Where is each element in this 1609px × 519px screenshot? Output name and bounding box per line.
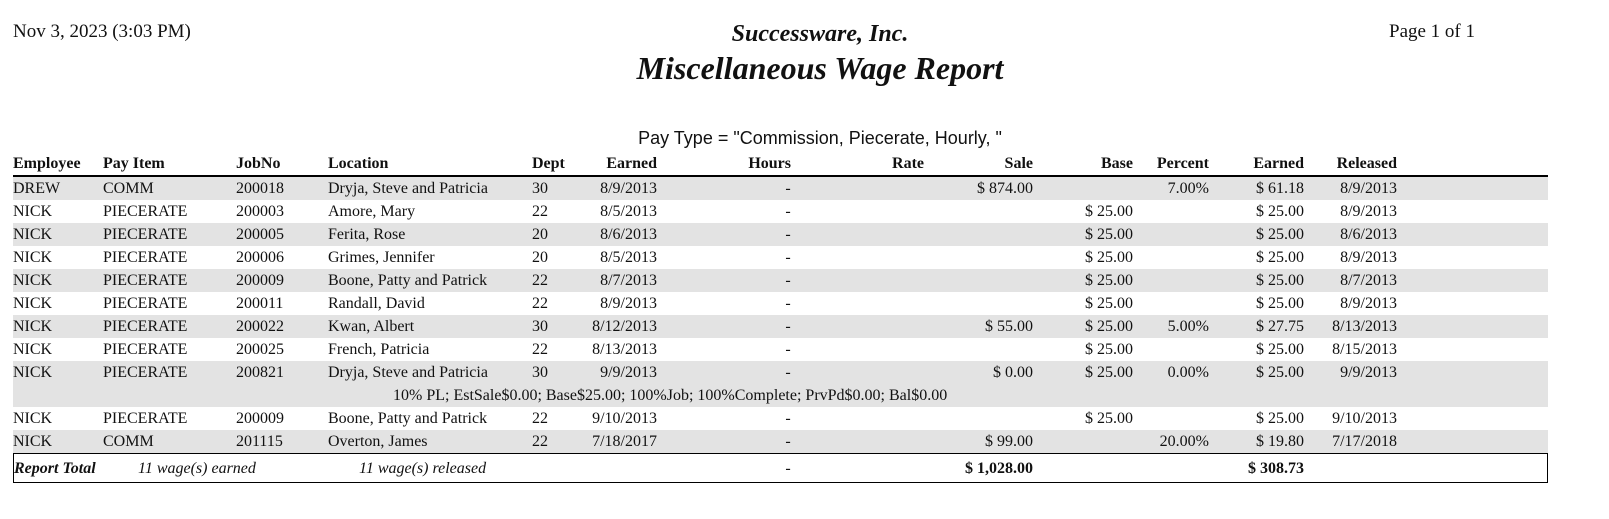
col-location: Location bbox=[328, 155, 389, 172]
cell-earned-amount: $ 25.00 bbox=[1256, 272, 1304, 289]
cell-sale: $ 874.00 bbox=[977, 180, 1033, 197]
cell-dept: 30 bbox=[532, 364, 548, 381]
cell-released: 8/9/2013 bbox=[1340, 203, 1397, 220]
cell-pay-item: PIECERATE bbox=[103, 272, 188, 289]
total-earned-amount: $ 308.73 bbox=[1248, 460, 1304, 477]
cell-base: $ 25.00 bbox=[1085, 341, 1133, 358]
cell-dept: 22 bbox=[532, 433, 548, 450]
cell-dept: 20 bbox=[532, 249, 548, 266]
cell-base: $ 25.00 bbox=[1085, 226, 1133, 243]
cell-sale: $ 55.00 bbox=[985, 318, 1033, 335]
total-sale: $ 1,028.00 bbox=[965, 460, 1033, 477]
cell-rate bbox=[843, 407, 924, 430]
cell-hours: - bbox=[785, 249, 791, 266]
cell-rate bbox=[843, 338, 924, 361]
cell-hours: - bbox=[785, 272, 791, 289]
cell-pay-item: PIECERATE bbox=[103, 226, 188, 243]
cell-earned-date: 8/5/2013 bbox=[600, 203, 657, 220]
report-title: Miscellaneous Wage Report bbox=[636, 50, 1004, 86]
cell-rate bbox=[843, 200, 924, 223]
cell-percent: 0.00% bbox=[1167, 364, 1209, 381]
cell-employee: NICK bbox=[13, 433, 53, 450]
col-released: Released bbox=[1336, 155, 1397, 172]
cell-base: $ 25.00 bbox=[1085, 272, 1133, 289]
table-row bbox=[13, 338, 1548, 361]
col-employee: Employee bbox=[13, 155, 81, 172]
cell-jobno: 200011 bbox=[236, 295, 284, 312]
cell-hours: - bbox=[785, 433, 791, 450]
total-released-count: 11 wage(s) released bbox=[359, 460, 487, 477]
cell-employee: NICK bbox=[13, 272, 53, 289]
cell-dept: 30 bbox=[532, 318, 548, 335]
cell-released: 9/9/2013 bbox=[1340, 364, 1397, 381]
cell-location: Boone, Patty and Patrick bbox=[328, 272, 488, 289]
col-base: Base bbox=[1101, 155, 1133, 172]
cell-earned-date: 9/9/2013 bbox=[600, 364, 657, 381]
cell-hours: - bbox=[785, 341, 791, 358]
cell-jobno: 200821 bbox=[236, 364, 284, 381]
cell-employee: NICK bbox=[13, 226, 53, 243]
cell-sale bbox=[933, 338, 1033, 361]
page-number: Page 1 of 1 bbox=[1389, 21, 1476, 42]
cell-base: $ 25.00 bbox=[1085, 295, 1133, 312]
cell-dept: 22 bbox=[532, 203, 548, 220]
cell-employee: NICK bbox=[13, 249, 53, 266]
cell-dept: 30 bbox=[532, 180, 548, 197]
cell-sale bbox=[933, 246, 1033, 269]
total-hours: - bbox=[785, 460, 791, 477]
cell-pay-item: PIECERATE bbox=[103, 364, 188, 381]
col-pay-item: Pay Item bbox=[103, 155, 165, 172]
cell-pay-item: PIECERATE bbox=[103, 203, 188, 220]
cell-sale bbox=[933, 200, 1033, 223]
cell-sale bbox=[933, 269, 1033, 292]
cell-rate bbox=[843, 269, 924, 292]
cell-earned-date: 8/6/2013 bbox=[600, 226, 657, 243]
cell-base: $ 25.00 bbox=[1085, 410, 1133, 427]
cell-hours: - bbox=[785, 203, 791, 220]
cell-rate bbox=[843, 315, 924, 338]
cell-released: 9/10/2013 bbox=[1332, 410, 1397, 427]
cell-earned-date: 8/5/2013 bbox=[600, 249, 657, 266]
cell-percent bbox=[1133, 269, 1209, 292]
cell-sale bbox=[933, 407, 1033, 430]
cell-pay-item: PIECERATE bbox=[103, 341, 188, 358]
cell-hours: - bbox=[785, 364, 791, 381]
cell-earned-date: 8/12/2013 bbox=[592, 318, 657, 335]
cell-employee: NICK bbox=[13, 203, 53, 220]
cell-rate bbox=[843, 246, 924, 269]
table-header bbox=[13, 152, 1548, 177]
cell-released: 7/17/2018 bbox=[1332, 433, 1397, 450]
cell-earned-amount: $ 61.18 bbox=[1256, 180, 1304, 197]
cell-dept: 22 bbox=[532, 410, 548, 427]
cell-released: 8/7/2013 bbox=[1340, 272, 1397, 289]
table-row bbox=[13, 177, 1548, 200]
cell-jobno: 201115 bbox=[236, 433, 283, 450]
cell-sale bbox=[933, 223, 1033, 246]
cell-rate bbox=[843, 223, 924, 246]
table-row bbox=[13, 246, 1548, 269]
col-earned-amount: Earned bbox=[1253, 155, 1304, 172]
pay-type-filter: Pay Type = "Commission, Piecerate, Hourly, " bbox=[638, 128, 1002, 148]
table-row bbox=[13, 361, 1548, 384]
cell-employee: NICK bbox=[13, 318, 53, 335]
cell-base: $ 25.00 bbox=[1085, 364, 1133, 381]
col-percent: Percent bbox=[1156, 155, 1209, 172]
cell-earned-date: 9/10/2013 bbox=[592, 410, 657, 427]
cell-location: Randall, David bbox=[328, 295, 425, 312]
table-row bbox=[13, 223, 1548, 246]
cell-rate bbox=[843, 361, 924, 384]
cell-pay-item: PIECERATE bbox=[103, 249, 188, 266]
cell-pay-item: PIECERATE bbox=[103, 295, 188, 312]
cell-percent: 5.00% bbox=[1167, 318, 1209, 335]
cell-earned-amount: $ 25.00 bbox=[1256, 410, 1304, 427]
cell-percent bbox=[1133, 246, 1209, 269]
cell-released: 8/6/2013 bbox=[1340, 226, 1397, 243]
cell-percent bbox=[1133, 407, 1209, 430]
cell-base bbox=[1033, 177, 1133, 200]
cell-jobno: 200018 bbox=[236, 180, 284, 197]
cell-hours: - bbox=[785, 318, 791, 335]
table-row bbox=[13, 269, 1548, 292]
cell-employee: DREW bbox=[13, 180, 61, 197]
col-jobno: JobNo bbox=[236, 155, 281, 172]
cell-jobno: 200009 bbox=[236, 410, 284, 427]
cell-earned-date: 8/13/2013 bbox=[592, 341, 657, 358]
cell-location: Kwan, Albert bbox=[328, 318, 415, 335]
cell-earned-date: 8/7/2013 bbox=[600, 272, 657, 289]
col-earned-date: Earned bbox=[606, 155, 657, 172]
cell-rate bbox=[843, 430, 924, 453]
total-earned-count: 11 wage(s) earned bbox=[138, 460, 256, 477]
cell-base: $ 25.00 bbox=[1085, 318, 1133, 335]
col-sale: Sale bbox=[1004, 155, 1033, 172]
cell-released: 8/15/2013 bbox=[1332, 341, 1397, 358]
col-hours: Hours bbox=[748, 155, 791, 172]
cell-sale: $ 99.00 bbox=[985, 433, 1033, 450]
print-date: Nov 3, 2023 (3:03 PM) bbox=[13, 21, 191, 42]
cell-location: Boone, Patty and Patrick bbox=[328, 410, 488, 427]
cell-jobno: 200025 bbox=[236, 341, 284, 358]
table-row bbox=[13, 315, 1548, 338]
table-row bbox=[13, 200, 1548, 223]
cell-base: $ 25.00 bbox=[1085, 203, 1133, 220]
cell-pay-item: PIECERATE bbox=[103, 410, 188, 427]
cell-dept: 20 bbox=[532, 226, 548, 243]
cell-sale bbox=[933, 292, 1033, 315]
cell-dept: 22 bbox=[532, 272, 548, 289]
cell-earned-amount: $ 19.80 bbox=[1256, 433, 1304, 450]
cell-jobno: 200022 bbox=[236, 318, 284, 335]
cell-hours: - bbox=[785, 226, 791, 243]
cell-released: 8/9/2013 bbox=[1340, 249, 1397, 266]
cell-earned-date: 8/9/2013 bbox=[600, 295, 657, 312]
cell-location: Ferita, Rose bbox=[328, 226, 406, 243]
col-dept: Dept bbox=[532, 155, 565, 172]
cell-location: Grimes, Jennifer bbox=[328, 249, 435, 266]
cell-released: 8/9/2013 bbox=[1340, 295, 1397, 312]
cell-earned-amount: $ 25.00 bbox=[1256, 364, 1304, 381]
cell-jobno: 200005 bbox=[236, 226, 284, 243]
cell-earned-date: 7/18/2017 bbox=[592, 433, 657, 450]
cell-hours: - bbox=[785, 295, 791, 312]
cell-earned-amount: $ 25.00 bbox=[1256, 203, 1304, 220]
cell-jobno: 200003 bbox=[236, 203, 284, 220]
table-row-note bbox=[13, 384, 1548, 407]
cell-earned-amount: $ 25.00 bbox=[1256, 226, 1304, 243]
cell-jobno: 200009 bbox=[236, 272, 284, 289]
cell-location: Amore, Mary bbox=[328, 203, 416, 220]
col-rate: Rate bbox=[892, 155, 924, 172]
cell-pay-item: COMM bbox=[103, 433, 154, 450]
cell-earned-amount: $ 25.00 bbox=[1256, 341, 1304, 358]
cell-hours: - bbox=[785, 180, 791, 197]
report-total-row bbox=[13, 453, 1548, 483]
cell-pay-item: COMM bbox=[103, 180, 154, 197]
cell-percent bbox=[1133, 292, 1209, 315]
cell-rate bbox=[843, 177, 924, 200]
cell-employee: NICK bbox=[13, 295, 53, 312]
cell-employee: NICK bbox=[13, 341, 53, 358]
cell-earned-amount: $ 25.00 bbox=[1256, 249, 1304, 266]
cell-dept: 22 bbox=[532, 341, 548, 358]
cell-dept: 22 bbox=[532, 295, 548, 312]
cell-location: Overton, James bbox=[328, 433, 428, 450]
cell-sale: $ 0.00 bbox=[993, 364, 1033, 381]
cell-location: French, Patricia bbox=[328, 341, 430, 358]
cell-percent bbox=[1133, 338, 1209, 361]
table-row bbox=[13, 407, 1548, 430]
cell-rate bbox=[843, 292, 924, 315]
cell-jobno: 200006 bbox=[236, 249, 284, 266]
cell-released: 8/9/2013 bbox=[1340, 180, 1397, 197]
cell-earned-amount: $ 25.00 bbox=[1256, 295, 1304, 312]
cell-earned-amount: $ 27.75 bbox=[1256, 318, 1304, 335]
company-name: Successware, Inc. bbox=[731, 21, 909, 47]
cell-percent: 7.00% bbox=[1167, 180, 1209, 197]
table-row bbox=[13, 430, 1548, 453]
cell-employee: NICK bbox=[13, 364, 53, 381]
cell-released: 8/13/2013 bbox=[1332, 318, 1397, 335]
cell-location: Dryja, Steve and Patricia bbox=[328, 180, 488, 197]
cell-location: Dryja, Steve and Patricia bbox=[328, 364, 488, 381]
cell-base: $ 25.00 bbox=[1085, 249, 1133, 266]
cell-percent bbox=[1133, 223, 1209, 246]
cell-employee: NICK bbox=[13, 410, 53, 427]
cell-earned-date: 8/9/2013 bbox=[600, 180, 657, 197]
cell-note: 10% PL; EstSale$0.00; Base$25.00; 100%Job; 100%Complete; PrvPd$0.00; Bal$0.00 bbox=[393, 387, 948, 404]
cell-percent bbox=[1133, 200, 1209, 223]
table-row bbox=[13, 292, 1548, 315]
cell-percent: 20.00% bbox=[1159, 433, 1209, 450]
cell-hours: - bbox=[785, 410, 791, 427]
total-label: Report Total bbox=[14, 460, 96, 477]
cell-base bbox=[1033, 430, 1133, 453]
cell-pay-item: PIECERATE bbox=[103, 318, 188, 335]
